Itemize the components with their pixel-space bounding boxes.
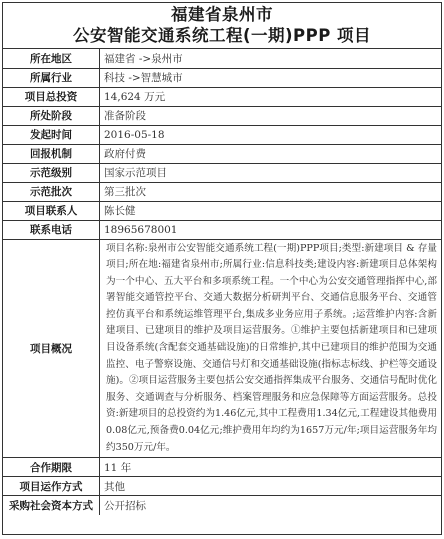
label-region: 所在地区: [3, 49, 100, 68]
row-total-investment: [3, 87, 441, 106]
page-title: [3, 3, 441, 49]
label-stage: 所处阶段: [3, 106, 100, 125]
label-operation-mode: 项目运作方式: [3, 477, 100, 496]
row-cooperation-period: [3, 458, 441, 477]
value-total-investment: 14,624 万元: [100, 87, 442, 106]
label-launch-date: 发起时间: [3, 125, 100, 144]
value-launch-date: 2016-05-18: [100, 125, 442, 144]
row-phone: [3, 220, 441, 239]
row-stage: [3, 106, 441, 125]
label-contact: 项目联系人: [3, 201, 100, 220]
row-overview: [3, 239, 441, 458]
row-launch-date: [3, 125, 441, 144]
value-stage: 准备阶段: [100, 106, 442, 125]
label-overview: 项目概况: [3, 239, 100, 458]
value-contact: 陈长健: [100, 201, 442, 220]
value-procurement-method: 公开招标: [100, 496, 442, 515]
label-total-investment: 项目总投资: [3, 87, 100, 106]
row-demo-level: [3, 163, 441, 182]
value-return-mechanism: 政府付费: [100, 144, 442, 163]
value-phone: 18965678001: [100, 220, 442, 239]
value-demo-level: 国家示范项目: [100, 163, 442, 182]
value-industry: 科技 ->智慧城市: [100, 68, 442, 87]
label-demo-level: 示范级别: [3, 163, 100, 182]
title-line-2: 公安智能交通系统工程(一期)PPP 项目: [72, 26, 372, 45]
label-industry: 所属行业: [3, 68, 100, 87]
row-contact: [3, 201, 441, 220]
label-phone: 联系电话: [3, 220, 100, 239]
value-region: 福建省 ->泉州市: [100, 49, 442, 68]
label-procurement-method: 采购社会资本方式: [3, 496, 100, 515]
row-return-mechanism: [3, 144, 441, 163]
project-info-table: [3, 49, 441, 515]
row-demo-batch: [3, 182, 441, 201]
row-region: [3, 49, 441, 68]
overview-text: 项目名称:泉州市公安智能交通系统工程(一期)PPP项目;类型:新建项目 & 存量项目;所在地:福建省泉州市;所属行业:信息科技类;建设内容:新建项目总体架构为一个中心、五大平台和多项系统工程。一个中心为公安交通管理指挥中心,部署智能交通管控平台、交通大数据分析研判平台、交通信息服务平台、交通管控仿真平台和系统运维管理平台,集成多业务应用子系统。;运营维护内容:含新建项目、已建项目的维护及项目运营服务。①维护主要包括新建项目和已建项目设备系统(含配套交通基础设施)的日常维护,其中已建项目的维护范围为交通监控、电子警察设施、交通信号灯和交通基础设施(指标志标线、护栏等交通设施)。②项目运营服务主要包括公安交通指挥集成平台服务、交通信号配时优化服务、交通调查与分析服务、档案管理服务和应急保障等方面运营服务。总投资:新建项目的总投资约为1.46亿元,其中工程费用1.34亿元,工程建设其他费用0.08亿元,预备费0.04亿元;维护费用年均约为1657万元/年;项目运营服务年均约350万元/年。: [100, 239, 442, 458]
label-cooperation-period: 合作期限: [3, 458, 100, 477]
value-cooperation-period: 11 年: [100, 458, 442, 477]
label-return-mechanism: 回报机制: [3, 144, 100, 163]
value-operation-mode: 其他: [100, 477, 442, 496]
row-operation-mode: [3, 477, 441, 496]
row-industry: [3, 68, 441, 87]
project-info-sheet: [2, 2, 442, 535]
title-line-1: 福建省泉州市: [171, 5, 273, 24]
row-procurement-method: [3, 496, 441, 515]
label-demo-batch: 示范批次: [3, 182, 100, 201]
value-demo-batch: 第三批次: [100, 182, 442, 201]
